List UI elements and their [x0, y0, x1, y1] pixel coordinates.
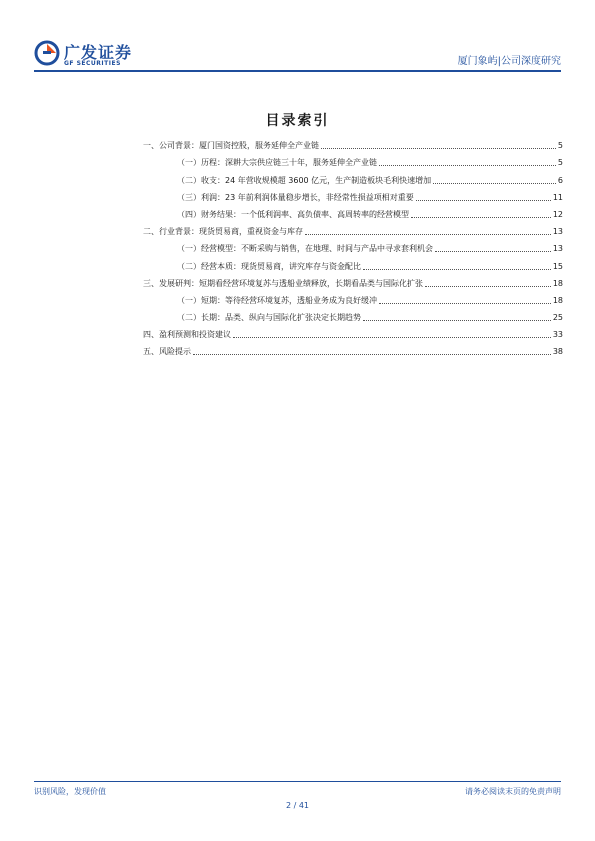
toc-entry-page: 11 — [552, 192, 563, 202]
toc-entry[interactable] — [143, 168, 563, 185]
toc-entry-page: 15 — [552, 261, 563, 271]
toc-dot-leader — [321, 148, 556, 149]
toc-entry-text: （一）短期：等待经营环境复苏，透船业务成为良好缓冲 — [177, 295, 377, 305]
gf-logo-icon — [34, 40, 60, 66]
footer-disclaimer-note: 请务必阅读末页的免责声明 — [465, 787, 561, 796]
toc-entry-page: 18 — [552, 295, 563, 305]
toc-entry[interactable] — [143, 306, 563, 323]
logo-chinese-name: 广发证券 — [64, 43, 133, 62]
toc-entry[interactable] — [143, 289, 563, 306]
toc-entry[interactable] — [143, 272, 563, 289]
toc-entry[interactable] — [143, 254, 563, 271]
toc-entry[interactable] — [143, 237, 563, 254]
toc-entry-text: （一）经营模型：不断采购与销售，在地理、时间与产品中寻求套利机会 — [177, 244, 433, 254]
toc-entry[interactable] — [143, 186, 563, 203]
report-header-title: 厦门象屿|公司深度研究 — [457, 56, 561, 67]
toc-dot-leader — [435, 251, 551, 252]
toc-entry-text: （二）经营本质：现货贸易商，讲究库存与资金配比 — [177, 261, 361, 271]
toc-entry[interactable] — [143, 134, 563, 151]
toc-entry-page: 6 — [557, 175, 563, 185]
toc-dot-leader — [379, 165, 556, 166]
toc-title: 目录索引 — [265, 113, 330, 129]
toc-entry[interactable] — [143, 323, 563, 340]
toc-entry[interactable] — [143, 203, 563, 220]
toc-entry-text: 五、风险提示 — [143, 347, 191, 357]
toc-entry[interactable] — [143, 340, 563, 357]
toc-dot-leader — [305, 234, 551, 235]
logo-english-name: GF SECURITIES — [64, 60, 121, 67]
toc-entry-text: （三）利润：23 年前利润体量稳步增长，非经常性损益项相对重要 — [177, 192, 414, 202]
company-logo — [34, 38, 154, 72]
toc-entry-text: 一、公司背景：厦门国资控股，服务延伸全产业链 — [143, 141, 319, 151]
page-number: 2 / 41 — [285, 801, 310, 810]
footer-divider — [34, 781, 561, 782]
toc-dot-leader — [363, 320, 551, 321]
header-divider — [34, 70, 561, 72]
toc-entry-page: 33 — [552, 330, 563, 340]
toc-dot-leader — [433, 183, 556, 184]
toc-dot-leader — [193, 354, 551, 355]
toc-entry-page: 5 — [557, 158, 563, 168]
toc-dot-leader — [425, 286, 551, 287]
toc-entry-text: 三、发展研判：短期看经营环境复苏与透船业绩释放，长期看品类与国际化扩张 — [143, 278, 423, 288]
toc-entry-page: 25 — [552, 313, 563, 323]
toc-entry[interactable] — [143, 220, 563, 237]
toc-dot-leader — [411, 217, 551, 218]
toc-entry-text: （四）财务结果：一个低利润率、高负债率、高周转率的经营模型 — [177, 209, 409, 219]
toc-entry-page: 12 — [552, 209, 563, 219]
toc-entry-text: 二、行业背景：现货贸易商，重视资金与库存 — [143, 227, 303, 237]
toc-entry-page: 5 — [557, 141, 563, 151]
toc-dot-leader — [416, 200, 551, 201]
footer-slogan: 识别风险，发现价值 — [34, 787, 106, 796]
toc-entry-page: 18 — [552, 278, 563, 288]
toc-dot-leader — [363, 269, 551, 270]
toc-entry-text: （二）收支：24 年营收规模超 3600 亿元，生产制造板块毛利快速增加 — [177, 175, 432, 185]
toc-entry[interactable] — [143, 151, 563, 168]
toc-entry-page: 13 — [552, 227, 563, 237]
toc-entry-page: 13 — [552, 244, 563, 254]
toc-entry-text: （一）历程：深耕大宗供应链三十年，服务延伸全产业链 — [177, 158, 377, 168]
toc-entry-text: 四、盈利预测和投资建议 — [143, 330, 231, 340]
toc-dot-leader — [233, 337, 551, 338]
toc-entry-page: 38 — [552, 347, 563, 357]
toc-entry-text: （二）长期：品类、纵向与国际化扩张决定长期趋势 — [177, 313, 361, 323]
toc-dot-leader — [379, 303, 551, 304]
table-of-contents — [143, 134, 563, 357]
